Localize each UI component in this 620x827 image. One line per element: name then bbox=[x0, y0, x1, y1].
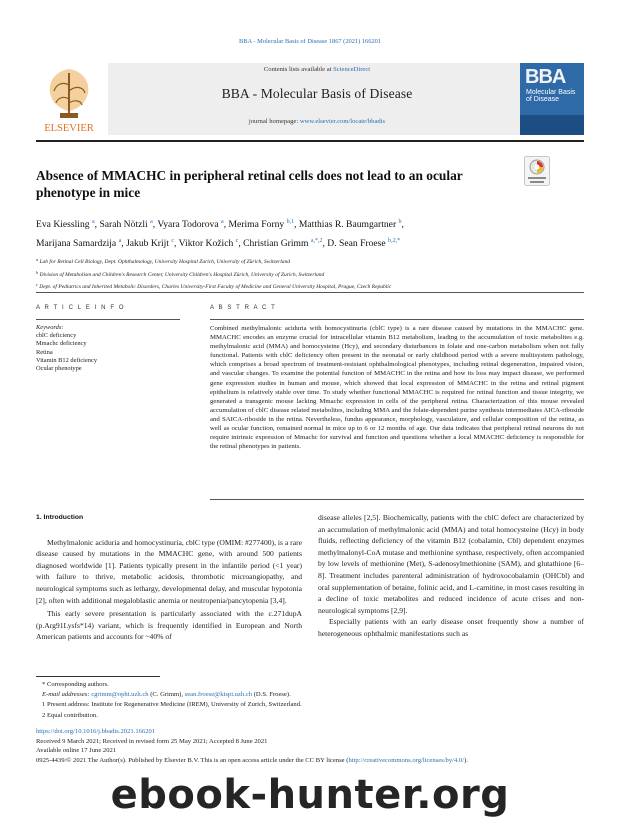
abstract bbox=[210, 305, 584, 451]
journal-header bbox=[36, 63, 584, 137]
affiliation-marker[interactable]: a bbox=[150, 219, 153, 225]
homepage-link[interactable]: www.elsevier.com/locate/bbadis bbox=[299, 118, 386, 125]
contents-line: Contents lists available at ScienceDirect bbox=[263, 66, 371, 73]
affiliation-marker[interactable]: b,1 bbox=[286, 219, 295, 225]
affiliation-marker[interactable]: b,2,* bbox=[388, 238, 401, 244]
author[interactable]: Jakub Krijt bbox=[126, 238, 169, 249]
article-title: Absence of MMACHC in peripheral retinal cells does not lead to an ocular phenotype in mice bbox=[36, 168, 463, 200]
author[interactable]: Viktor Kožich bbox=[178, 238, 234, 249]
corresponding-note: * Corresponding authors. bbox=[42, 681, 109, 688]
author[interactable]: Merima Forny bbox=[228, 219, 285, 230]
affiliation-marker[interactable]: b bbox=[398, 219, 402, 225]
abstract-text: Combined methylmalonic aciduria with homocystinuria (cblC type) is a rare disease caused by mutations in the MMACHC gene. MMACHC encodes an enzyme crucial for intracellular vitamin B12 metabolism, leading to the accumulation of toxic metabolites e.g. methylmalonic acid (MMA) and homocysteine (Hcy), and secondary disturbances in folate and one-carbon metabolism when not fully functional. Patients with cblC deficiency often present in the neonatal or early childhood period with a severe multisystem pathology, which comprises a broad spectrum of treatment-resistant ophthalmological phenotypes, including retinal degeneration, impaired vision, and vascular changes. To examine the potential function of MMACHC in the retina and how its loss may impact disease, we performed gene expression studies in human and mouse, which showed that local expression of MMACHC in the retina and retinal pigment epithelium is relatively stable over time. To study whether functional MMACHC is required for retinal function and tissue integrity, we generated a transgenic mouse lacking Mmachc expression in cells of the peripheral retina. Characterization of this mouse revealed accumulation of cblC disease related metabolites, including MMA and the folate-dependent purine synthesis intermediates AICA-riboside and SAICA-riboside in the retina. Nevertheless, fundus appearance, morphology, vasculature, and cellular composition of the retina, as well as ocular function, remained normal in mice up to 6 or 12 months of age. Our data indicates that peripheral retinal neurons do not require intrinsic expression of Mmachc for survival and function and questions whether a local MMACHC deficiency is responsible for the retinal phenotypes in patients. bbox=[210, 325, 584, 451]
author-line-1: Eva Kiessling $^a$, Sarah Nötzli $^a$, Vyara Todorova $^a$, Merima Forny $^{b,1}$, Matthias R. Baumgartner $^b$, bbox=[36, 219, 404, 230]
affiliation-marker[interactable]: c bbox=[171, 238, 175, 244]
affiliations bbox=[36, 255, 584, 293]
email-link[interactable]: cgrimm@opht.uzh.ch bbox=[91, 691, 149, 699]
affiliation-marker[interactable]: a bbox=[91, 219, 95, 225]
elsevier-wordmark: ELSEVIER bbox=[44, 123, 94, 134]
article-info-rule bbox=[36, 319, 180, 320]
affiliation-marker[interactable]: a,*,2 bbox=[310, 238, 323, 244]
doi-link[interactable]: https://doi.org/10.1016/j.bbadis.2021.166201 bbox=[36, 728, 156, 735]
affiliation-marker[interactable]: a bbox=[118, 238, 122, 244]
journal-reference[interactable]: BBA - Molecular Basis of Disease 1867 (2021) 166201 bbox=[239, 38, 381, 45]
author[interactable]: Marijana Samardzija bbox=[36, 238, 117, 249]
keyword: Vitamin B12 deficiency bbox=[36, 356, 98, 364]
author-line-2: Marijana Samardzija $^a$, Jakub Krijt $^c$, Viktor Kožich $^c$, Christian Grimm $^{a,*,2}$, D. Sean Froese $^{b,2,*}$ bbox=[36, 238, 401, 249]
affiliation-marker[interactable]: c bbox=[235, 238, 239, 244]
sciencedirect-link[interactable]: ScienceDirect bbox=[333, 66, 371, 73]
author[interactable]: Matthias R. Baumgartner bbox=[298, 219, 397, 230]
received-dates: Received 9 March 2021; Received in revised form 25 May 2021; Accepted 8 June 2021 bbox=[36, 737, 268, 745]
body-paragraph: Methylmalonic aciduria and homocystinuria, cblC type (OMIM: #277400), is a rare disease caused by mutations in the MMACHC gene, with around 500 patients diagnosed worldwide [1]. Patients typically present in the infantile period (<1 year) with failure to thrive, metabolic acidosis, thrombotic microangiopathy, and neurological symptoms such as lethargy, developmental delay, and muscular hypotonia [2], often with additional megaloblastic anemia or neutropenia/pancytopenia [3,4]. bbox=[36, 537, 302, 605]
check-for-updates-badge[interactable] bbox=[524, 156, 550, 186]
email-note: E-mail addresses: cgrimm@opht.uzh.ch (C. Grimm), sean.froese@kispi.uzh.ch (D.S. Froese). bbox=[42, 691, 291, 699]
author[interactable]: Christian Grimm bbox=[243, 238, 309, 249]
affiliation: $^a$ Lab for Retinal Cell Biology, Dept. Ophthalmology, University Hospital Zurich, University of Zürich, Switzerland bbox=[36, 257, 291, 265]
available-online: Available online 17 June 2021 bbox=[36, 747, 117, 754]
affiliation-marker[interactable]: a bbox=[221, 219, 224, 225]
section-divider bbox=[36, 292, 584, 293]
article-info-heading: A R T I C L E I N F O bbox=[36, 305, 126, 311]
article-info bbox=[36, 305, 196, 373]
license-link[interactable]: http://creativecommons.org/licenses/by/4.0/ bbox=[348, 756, 465, 764]
body-paragraph: disease alleles [2,5]. Biochemically, patients with the cblC defect are characterized by an accumulation of methylmalonic acid (MMA) and total homocysteine (Hcy) in body fluids, reflecting deficiency of the vitamin B12 (cobalamin, Cbl) dependent enzymes methylmalonyl-CoA mutase and methionine synthase, respectively, often accompanied by low levels of methionine (Met), S-adenosylmethionine (SAM), and glutathione [6–8]. Treatment includes parenteral administration of hydroxocobalamin (OHCbl) and oral supplementation of betaine, folinic acid, and L-carnitine, in most cases resulting in a decline of toxic metabolites and reduced incidence of acute crises and non-neurological symptoms [2,9]. bbox=[318, 513, 584, 615]
keyword: Mmachc deficiency bbox=[36, 340, 87, 348]
header-divider bbox=[36, 140, 584, 142]
affiliation: $^b$ Division of Metabolism and Children's Research Center, University Children's Hospital Zürich, University of Zurich, Switzerland bbox=[36, 269, 325, 278]
author[interactable]: D. Sean Froese bbox=[327, 238, 386, 249]
journal-cover[interactable] bbox=[520, 63, 584, 135]
author[interactable]: Vyara Todorova bbox=[157, 219, 219, 230]
author[interactable]: Sarah Nötzli bbox=[99, 219, 148, 230]
license-line: 0925-4439/© 2021 The Author(s). Published by Elsevier B.V. This is an open access article under the CC BY license (http://creativecommons.org/licenses/by/4.0/). bbox=[36, 756, 468, 764]
author[interactable]: Eva Kiessling bbox=[36, 219, 90, 230]
keywords-label: Keywords: bbox=[36, 324, 64, 331]
body-column-left bbox=[36, 512, 302, 645]
body-paragraph: Especially patients with an early disease onset frequently show a number of heterogeneous ophthalmic manifestations such as bbox=[318, 617, 584, 638]
keyword: Ocular phenotype bbox=[36, 365, 82, 373]
homepage-line: journal homepage: www.elsevier.com/locate/bbadis bbox=[248, 118, 386, 125]
abstract-heading: A B S T R A C T bbox=[210, 305, 277, 311]
publication-info bbox=[36, 727, 584, 765]
elsevier-logo bbox=[36, 63, 102, 135]
body-column-right bbox=[318, 512, 584, 642]
keyword: Retina bbox=[36, 348, 53, 356]
keyword: cblC deficiency bbox=[36, 332, 77, 340]
cover-title: BBA bbox=[525, 66, 566, 88]
footnote-divider bbox=[36, 676, 160, 677]
journal-info-band bbox=[108, 63, 526, 135]
affiliation: $^c$ Dept. of Pediatrics and Inherited Metabolic Disorders, Charles University-First Faculty of Medicine and General University Hospital, Prague, Czech Republic bbox=[36, 282, 392, 290]
footnote: 2 Equal contribution. bbox=[42, 711, 98, 719]
cover-strip bbox=[520, 115, 584, 135]
abstract-bottom-rule bbox=[210, 499, 584, 500]
email-link[interactable]: sean.froese@kispi.uzh.ch bbox=[184, 691, 253, 699]
body-paragraph: This early severe presentation is particularly associated with the c.271dupA (p.Arg91Lysfs*14) variant, which is frequently identified in European and North American patients and accounts for ~40% of bbox=[36, 609, 302, 642]
author-list bbox=[36, 214, 584, 252]
journal-name: BBA - Molecular Basis of Disease bbox=[221, 86, 413, 101]
footnote: 1 Present address: Institute for Regenerative Medicine (IREM), University of Zurich, Switzerland. bbox=[42, 701, 302, 709]
cover-subtitle: Molecular Basis of Disease bbox=[526, 89, 576, 104]
abstract-rule bbox=[210, 319, 584, 320]
footnotes bbox=[36, 680, 584, 721]
introduction-heading: 1. Introduction bbox=[36, 514, 84, 521]
watermark: ebook-hunter.org bbox=[110, 772, 510, 818]
